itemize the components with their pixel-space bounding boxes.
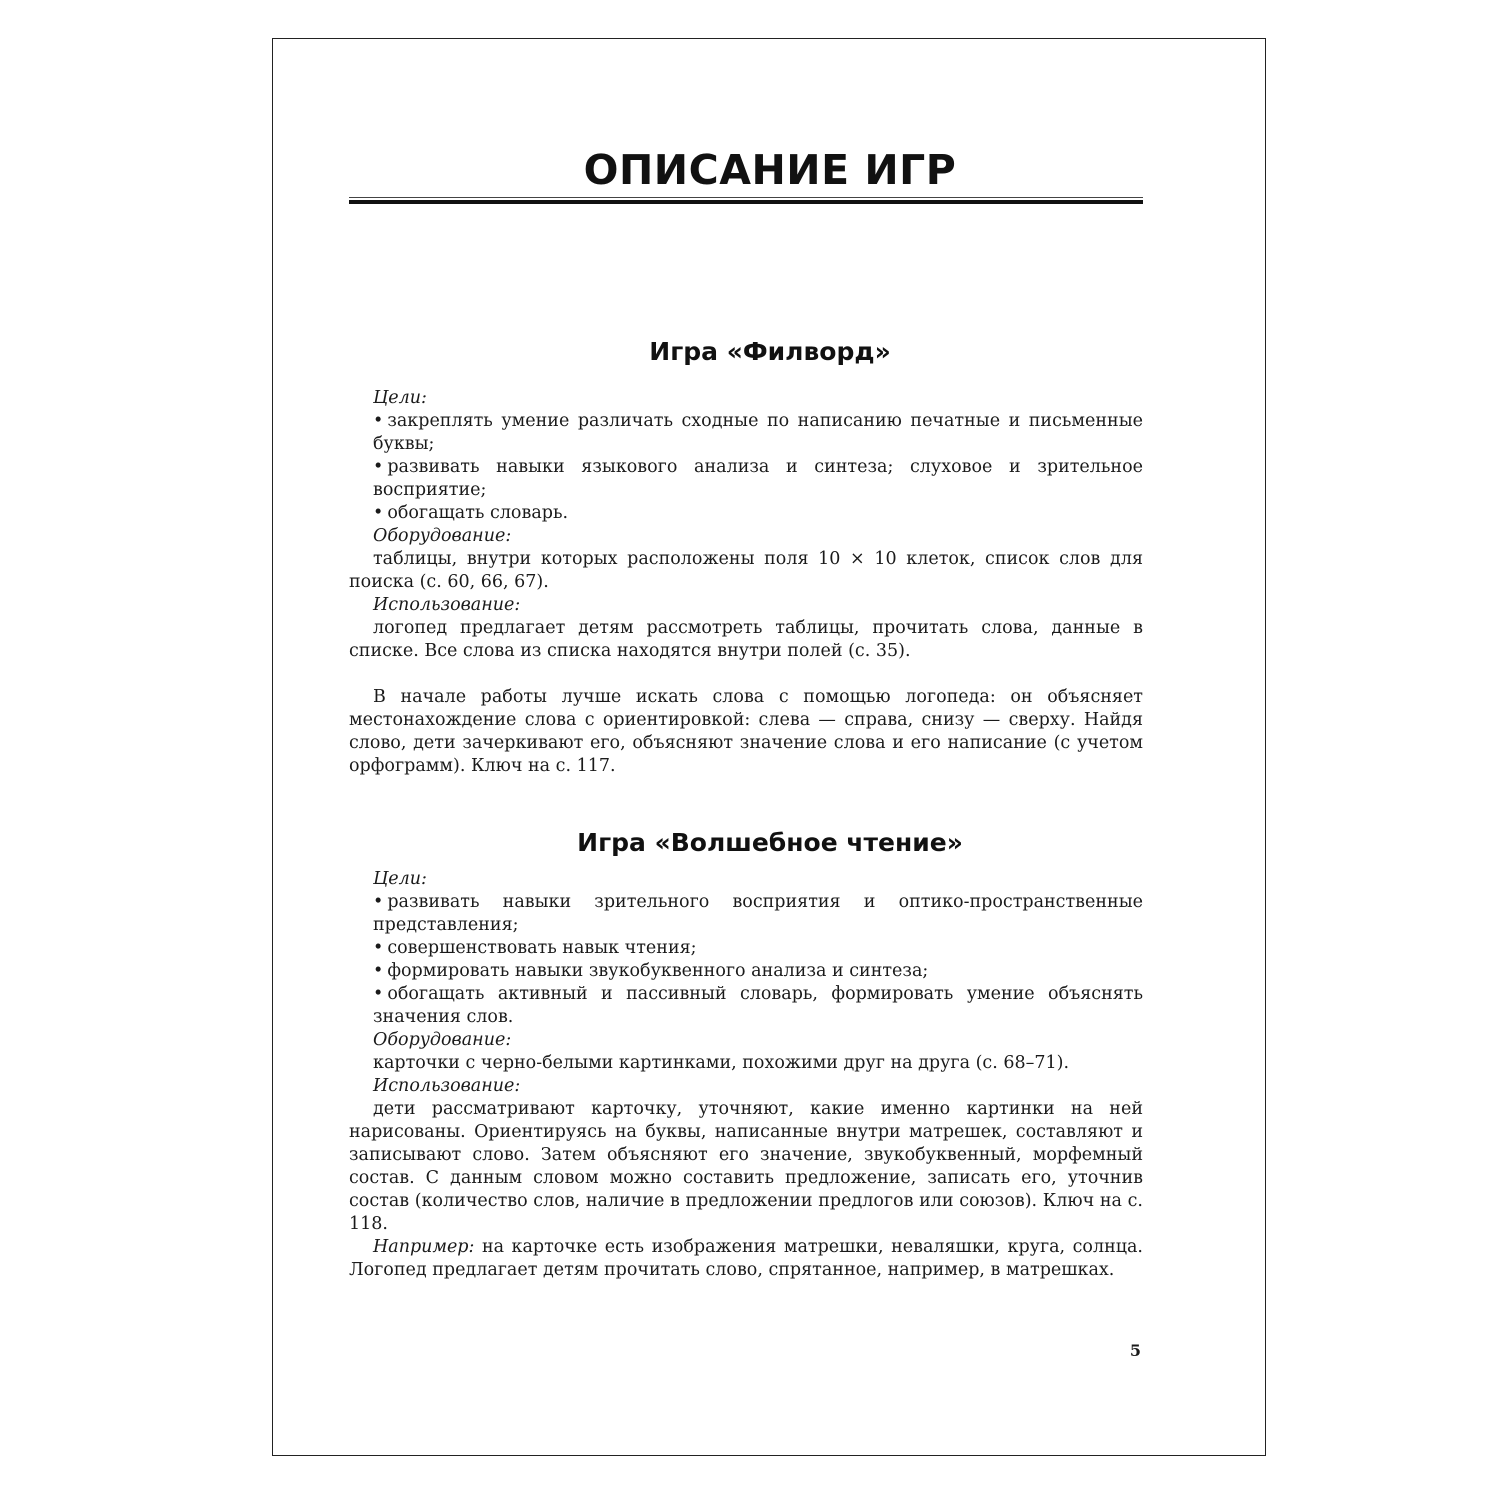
section-body-filword [349, 387, 1143, 778]
goal-text: обогащать активный и пассивный словарь, формировать умение объяснять значения слов. [373, 984, 1143, 1027]
goal-item [349, 502, 1143, 525]
title-underline [349, 197, 1143, 204]
goal-item [349, 891, 1143, 937]
usage-label: Использование: [373, 595, 521, 615]
goals-label: Цели: [373, 869, 427, 889]
goal-item [349, 960, 1143, 983]
bullet-icon: • [373, 961, 384, 981]
goal-item [349, 410, 1143, 456]
equipment-text: карточки с черно-белыми картинками, похожими друг на друга (с. 68–71). [373, 1053, 1070, 1073]
example-text: на карточке есть изображения матрешки, неваляшки, круга, солнца. Логопед предлагает детям прочитать слово, спрятанное, например, в матрешках. [349, 1237, 1143, 1280]
equipment-label: Оборудование: [373, 1030, 512, 1050]
bullet-icon: • [373, 892, 384, 912]
bullet-icon: • [373, 411, 384, 431]
page-title: ОПИСАНИЕ ИГР [583, 146, 957, 194]
goal-text: закреплять умение различать сходные по написанию печатные и письменные буквы; [373, 411, 1143, 454]
usage-text: логопед предлагает детям рассмотреть таблицы, прочитать слова, данные в списке. Все слова из списка находятся внутри полей (с. 35). [349, 618, 1143, 661]
bullet-icon: • [373, 503, 384, 523]
goal-item [349, 983, 1143, 1029]
section-heading-filword: Игра «Филворд» [649, 337, 891, 366]
usage-label: Использование: [373, 1076, 521, 1096]
goal-text: обогащать словарь. [387, 503, 569, 523]
bullet-icon: • [373, 457, 384, 477]
paragraph-spacer [349, 663, 1143, 686]
example-paragraph [349, 1236, 1143, 1282]
equipment-label: Оборудование: [373, 526, 512, 546]
page-number: 5 [1129, 1341, 1141, 1360]
equipment-text: таблицы, внутри которых расположены поля 10 × 10 клеток, список слов для поиска (с. 60, 66, 67). [349, 549, 1143, 592]
bullet-icon: • [373, 938, 384, 958]
goal-item [349, 937, 1143, 960]
document-page [272, 38, 1266, 1456]
section-body-magic-reading [349, 868, 1143, 1282]
title-underline-thick [349, 200, 1143, 204]
goals-label: Цели: [373, 388, 427, 408]
example-label: Например: [373, 1237, 475, 1257]
goal-item [349, 456, 1143, 502]
usage-text: дети рассматривают карточку, уточняют, какие именно картинки на ней нарисованы. Ориентируясь на буквы, написанные внутри матрешек, составляют и записывают слово. Затем объясняют его значение, звукобуквенный, морфемный состав. С данным словом можно составить предложение, записать его, уточнив состав (количество слов, наличие в предложении предлогов или союзов). Ключ на с. 118. [349, 1099, 1143, 1234]
goal-text: развивать навыки зрительного восприятия и оптико-пространственные представления; [373, 892, 1143, 935]
bullet-icon: • [373, 984, 384, 1004]
goal-text: совершенствовать навык чтения; [387, 938, 697, 958]
goal-text: формировать навыки звукобуквенного анализа и синтеза; [387, 961, 929, 981]
section-heading-magic-reading: Игра «Волшебное чтение» [577, 828, 963, 857]
goal-text: развивать навыки языкового анализа и синтеза; слуховое и зрительное восприятие; [373, 457, 1143, 500]
extra-paragraph: В начале работы лучше искать слова с помощью логопеда: он объясняет местонахождение слова с ориентировкой: слева — справа, снизу — сверху. Найдя слово, дети зачеркивают его, объясняют значение слова и его написание (с учетом орфограмм). Ключ на с. 117. [349, 687, 1143, 776]
title-underline-thin [349, 197, 1143, 198]
